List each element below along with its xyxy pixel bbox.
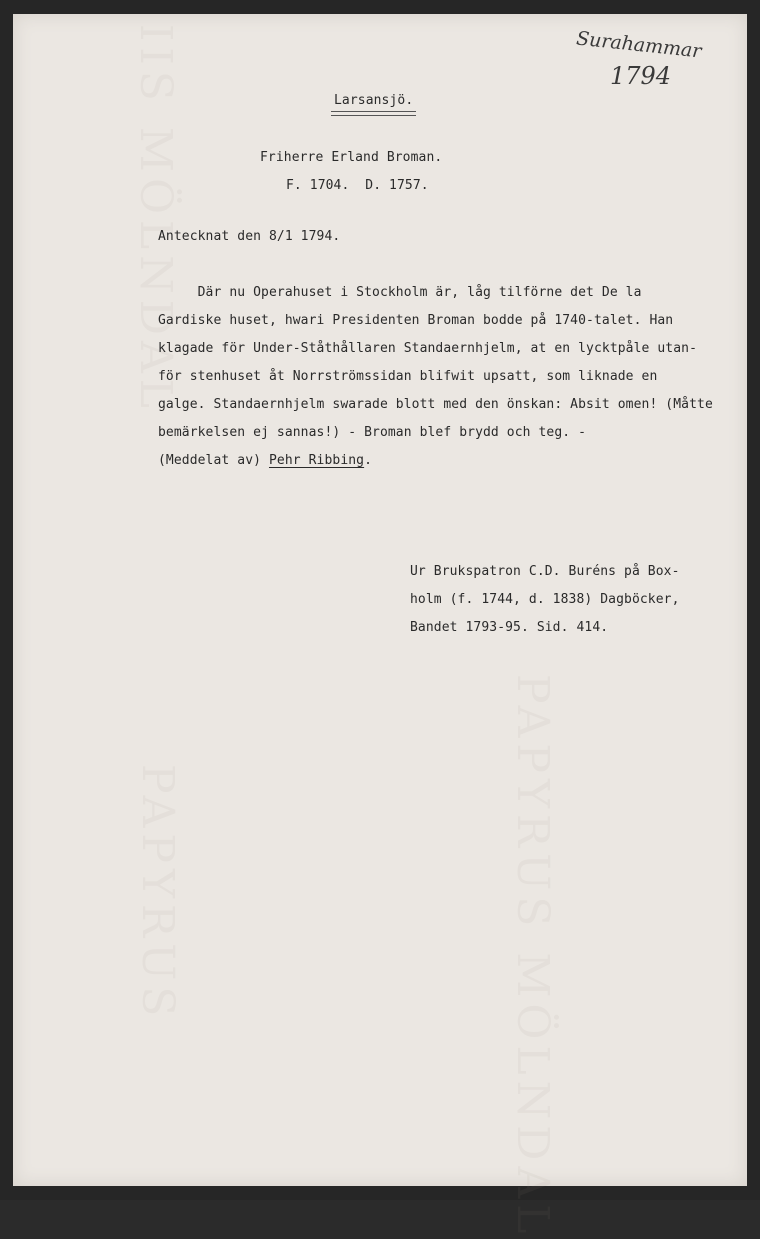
source-prefix: (Meddelat av) (158, 453, 262, 468)
heading-double-underline (331, 111, 416, 116)
document-heading: Larsansjö. (334, 93, 414, 108)
handwritten-place-note: Surahammar (575, 27, 703, 63)
body-line: Gardiske huset, hwari Presidenten Broman bodde på 1740-talet. Han (158, 313, 674, 328)
body-line: klagade för Under-Ståthållaren Standaernhjelm, at en lycktpåle utan- (158, 341, 698, 356)
document-page (13, 14, 747, 1239)
handwritten-year-note: 1794 (610, 62, 672, 90)
source-name: Pehr Ribbing (268, 453, 365, 468)
person-dates: F. 1704. D. 1757. (286, 178, 429, 193)
watermark-text: PAPYRUS (132, 764, 183, 1023)
person-name: Friherre Erland Broman. (260, 150, 443, 165)
watermark-text: IIS MÖLNDAL (130, 24, 181, 415)
citation-line: Bandet 1793-95. Sid. 414. (410, 620, 609, 635)
watermark-text: PAPYRUS MÖLNDAL (507, 674, 558, 1239)
body-line: galge. Standaernhjelm swarade blott med den önskan: Absit omen! (Måtte (158, 397, 713, 412)
body-line: för stenhuset åt Norrströmssidan blifwit upsatt, som liknade en (158, 369, 658, 384)
source-line (158, 453, 372, 468)
body-line: bemärkelsen ej sannas!) - Broman blef brydd och teg. - (158, 425, 587, 440)
recorded-date: Antecknat den 8/1 1794. (158, 229, 341, 244)
source-suffix: . (364, 453, 373, 468)
citation-line: Ur Brukspatron C.D. Buréns på Box- (410, 564, 680, 579)
body-line: Där nu Operahuset i Stockholm är, låg tilförne det De la (158, 285, 642, 300)
citation-line: holm (f. 1744, d. 1838) Dagböcker, (410, 592, 680, 607)
